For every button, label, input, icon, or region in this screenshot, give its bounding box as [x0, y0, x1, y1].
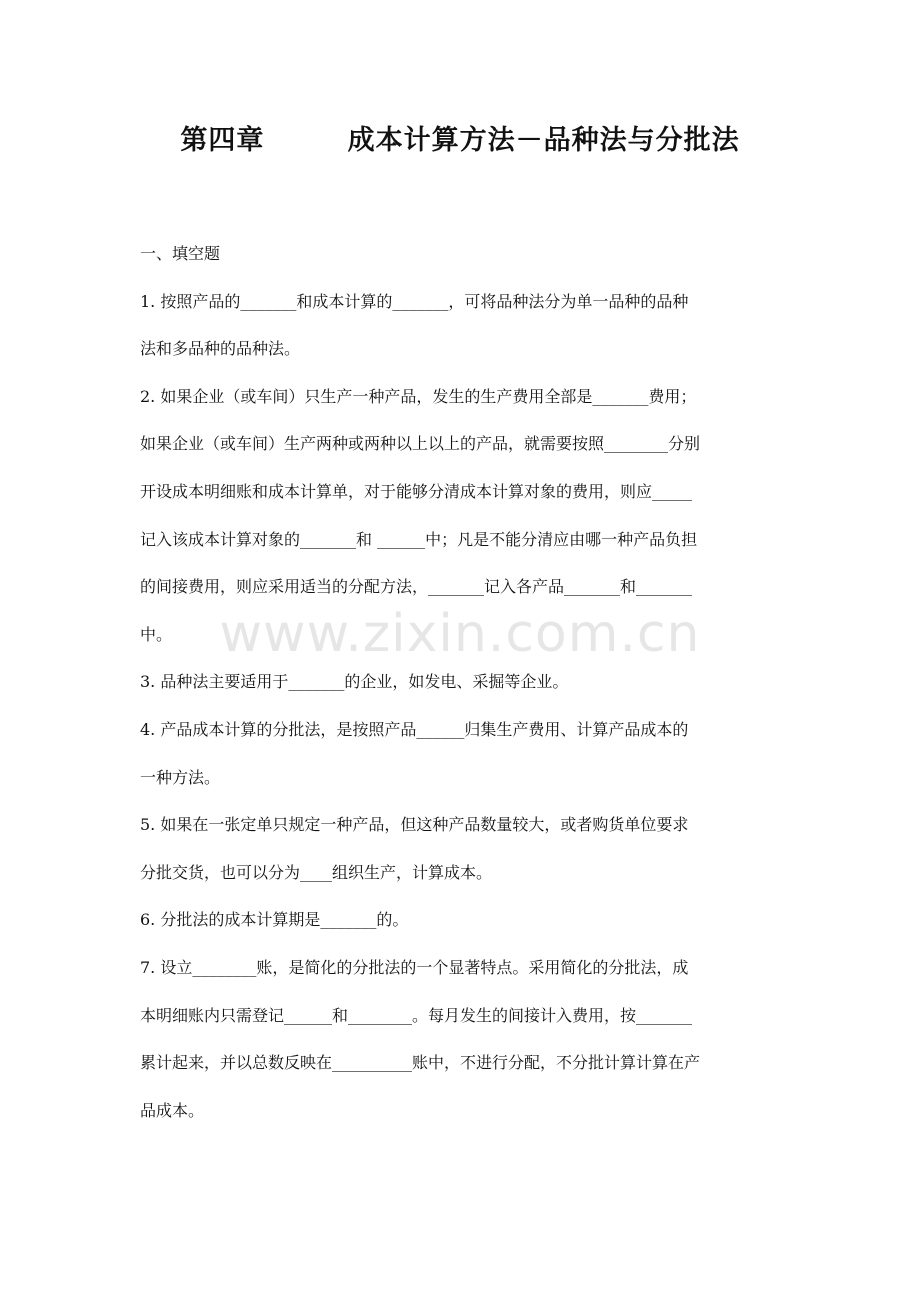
- question-2-line-4: 记入该成本计算对象的_______和 ______中；凡是不能分清应由哪一种产品负担: [140, 529, 698, 549]
- question-3-line-1: 3. 品种法主要适用于_______的企业，如发电、采掘等企业。: [140, 672, 569, 692]
- question-7-line-3: 累计起来，并以总数反映在__________账中，不进行分配，不分批计算计算在产: [140, 1053, 701, 1073]
- question-7-line-2: 本明细账内只需登记______和________。每月发生的间接计入费用，按_______: [140, 1005, 693, 1025]
- question-7-line-4: 品成本。: [140, 1100, 205, 1120]
- question-4-line-2: 一种方法。: [140, 767, 221, 787]
- question-5-line-2: 分批交货，也可以分为____组织生产，计算成本。: [140, 862, 493, 882]
- question-6-line-1: 6. 分批法的成本计算期是_______的。: [140, 910, 409, 930]
- question-2-line-3: 开设成本明细账和成本计算单，对于能够分清成本计算对象的费用，则应_____: [140, 481, 693, 501]
- chapter-title: 第四章 成本计算方法－品种法与分批法: [180, 125, 740, 156]
- question-1-line-2: 法和多品种的品种法。: [140, 339, 301, 359]
- document-body: [140, 236, 790, 1140]
- question-2-line-2: 如果企业（或车间）生产两种或两种以上以上的产品，就需要按照________分别: [140, 434, 701, 454]
- question-2-line-6: 中。: [140, 624, 173, 644]
- question-2-line-5: 的间接费用，则应采用适当的分配方法，_______记入各产品_______和_______: [140, 577, 693, 597]
- watermark: www.zixin.com.cn: [219, 604, 701, 664]
- section-heading: 一、填空题: [140, 244, 221, 263]
- question-7-line-1: 7. 设立________账，是简化的分批法的一个显著特点。采用简化的分批法，成: [140, 957, 689, 977]
- question-4-line-1: 4. 产品成本计算的分批法，是按照产品______归集生产费用、计算产品成本的: [140, 719, 689, 739]
- question-1-line-1: 1. 按照产品的_______和成本计算的_______，可将品种法分为单一品种的品种: [140, 291, 689, 311]
- question-2-line-1: 2. 如果企业（或车间）只生产一种产品，发生的生产费用全部是_______费用；: [140, 386, 697, 406]
- question-5-line-1: 5. 如果在一张定单只规定一种产品，但这种产品数量较大，或者购货单位要求: [140, 815, 689, 835]
